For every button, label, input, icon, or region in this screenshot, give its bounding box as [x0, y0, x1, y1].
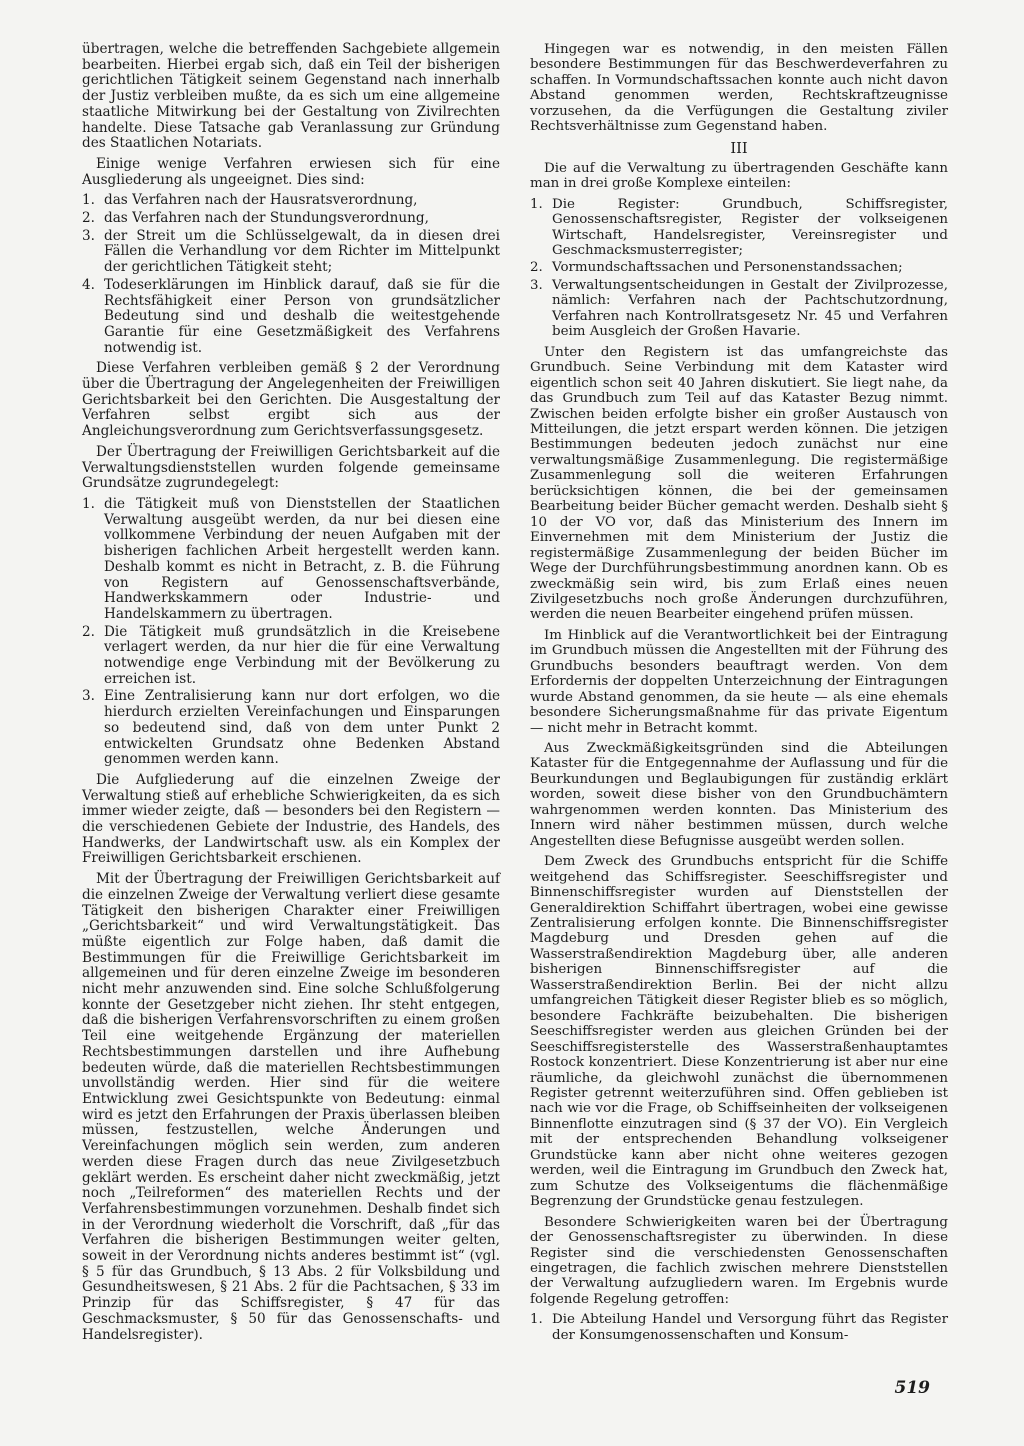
paragraph: Aus Zweckmäßigkeitsgründen sind die Abteilungen Kataster für die Entgegennahme der Auflassung und für die Beurkundungen und Beglaubigungen für zuständig erklärt worden, soweit diese bisher von den Grundbuchämtern wahrgenommen werden konnten. Das Ministerium des Innern wird näher bestimmen müssen, durch welche Angestellten diese Befugnisse ausgeübt werden sollen.	[530, 741, 948, 849]
page-number: 519	[894, 1378, 930, 1398]
right-column	[530, 42, 948, 1348]
paragraph: Die auf die Verwaltung zu übertragenden Geschäfte kann man in drei große Komplexe einteilen:	[530, 160, 948, 192]
paragraph: Besondere Schwierigkeiten waren bei der Übertragung der Genossenschaftsregister zu überwinden. In diese Register sind die verschiedensten Genossenschaften eingetragen, die fachlich zwischen mehrere Dienststellen der Verwaltung aufzugliedern waren. Im Ergebnis wurde folgende Regelung getroffen:	[530, 1214, 948, 1307]
paragraph: Hingegen war es notwendig, in den meisten Fällen besondere Bestimmungen für das Beschwerdeverfahren zu schaffen. In Vormundschaftssachen konnte auch nicht davon Abstand genommen werden, Rechtskraftzeugnisse vorzusehen, da die Verfügungen die Gestaltung ziviler Rechtsverhältnisse zum Gegenstand haben.	[530, 42, 948, 135]
paragraph: Diese Verfahren verbleiben gemäß § 2 der Verordnung über die Übertragung der Angelegenheiten der Freiwilligen Gerichtsbarkeit bei den Gerichten. Die Ausgestaltung der Verfahren selbst ergibt sich aus der Angleichungsverordnung zum Gerichtsverfassungsgesetz.	[82, 360, 500, 440]
paragraph: Unter den Registern ist das umfangreichste das Grundbuch. Seine Verbindung mit dem Kataster wird eigentlich schon seit 40 Jahren diskutiert. Sie liegt nahe, da das Grundbuch zum Teil auf das Kataster Bezug nimmt. Zwischen beiden erfolgte bisher ein großer Austausch von Mitteilungen, die jetzt erspart werden können. Die jetzigen Bestimmungen bedeuten jedoch zunächst nur eine verwaltungsmäßige Zusammenlegung. Die registermäßige Zusammenlegung soll die weiteren Erfahrungen berücksichtigen können, die bei der gemeinsamen Bearbeitung beider Bücher gemacht werden. Deshalb sieht § 10 der VO vor, daß das Ministerium des Innern im Einvernehmen mit dem Ministerium der Justiz die registermäßige Zusammenlegung der beiden Bücher im Wege der Durchführungsbestimmung anordnen kann. Ob es zweckmäßig sein wird, bis zum Erlaß eines neuen Zivilgesetzbuchs noch große Änderungen durchzuführen, werden die neuen Bearbeiter eingehend prüfen müssen.	[530, 344, 948, 623]
numbered-list	[82, 193, 500, 356]
paragraph: Dem Zweck des Grundbuchs entspricht für die Schiffe weitgehend das Schiffsregister. Seeschiffsregister und Binnenschiffsregister wurden auf Dienststellen der Generaldirektion Schiffahrt übertragen, wobei eine gewisse Zentralisierung erfolgen konnte. Die Binnenschiffsregister Magdeburg und Dresden gehen auf die Wasserstraßendirektion Magdeburg über, alle anderen bisherigen Binnenschiffsregister auf die Wasserstraßendirektion Berlin. Bei der nicht allzu umfangreichen Tätigkeit dieser Register blieb es so möglich, besondere Fachkräfte beizubehalten. Die bisherigen Seeschiffsregister werden aus gleichen Gründen bei der Seeschiffsregisterstelle des Wasserstraßenhauptamtes Rostock konzentriert. Diese Konzentrierung ist aber nur eine räumliche, da gleichwohl zunächst die übernommenen Register getrennt weiterzuführen sind. Offen geblieben ist nach wie vor die Frage, ob Schiffseinheiten der volkseigenen Binnenflotte einzutragen sind (§ 37 der VO). Ein Vergleich mit der entsprechenden Behandlung volkseigener Grundstücke kann aber nicht ohne weiteres gezogen werden, weil die Eintragung im Grundbuch den Zweck hat, zum Schutze des Volkseigentums die flächenmäßige Begrenzung der Grundstücke genau festzulegen.	[530, 854, 948, 1210]
paragraph: Einige wenige Verfahren erwiesen sich für eine Ausgliederung als ungeeignet. Dies sind:	[82, 155, 500, 188]
list-item: 1. die Tätigkeit muß von Dienststellen der Staatlichen Verwaltung ausgeübt werden, da nur bei diesen eine vollkommene Verbindung der neuen Aufgaben mit der bisherigen fachlichen Arbeit hergestellt werden kann. Deshalb kommt es nicht in Betracht, z. B. die Führung von Registern auf Genossenschaftsverbände, Handwerkskammern oder Industrie- und Handelskammern zu übertragen.	[82, 495, 500, 622]
section-heading: III	[730, 139, 748, 157]
list-item: 2. Die Tätigkeit muß grundsätzlich in die Kreisebene verlagert werden, da nur hier die für eine Verwaltung notwendige enge Verbindung mit der Bevölkerung zu erreichen ist.	[82, 623, 500, 687]
list-item: 3. Eine Zentralisierung kann nur dort erfolgen, wo die hierdurch erzielten Vereinfachungen und Einsparungen so bedeutend sind, daß von dem unter Punkt 2 entwickelten Grundsatz ohne Bedenken Abstand genommen werden kann.	[82, 688, 500, 768]
numbered-list	[530, 197, 948, 340]
list-item: 1. Die Abteilung Handel und Versorgung führt das Register der Konsumgenossenschaften und Konsum-	[530, 1312, 948, 1343]
numbered-list	[82, 497, 500, 768]
left-column	[82, 42, 500, 1348]
paragraph: Im Hinblick auf die Verantwortlichkeit bei der Eintragung im Grundbuch müssen die Angestellten mit der Führung des Grundbuchs besonders beauftragt werden. Von dem Erfordernis der doppelten Unterzeichnung der Eintragungen wurde Abstand genommen, da sie heute — als eine ehemals besondere Sicherungsmaßnahme für das private Eigentum — nicht mehr in Betracht kommt.	[530, 627, 948, 736]
numbered-list	[530, 1312, 948, 1343]
paragraph: Die Aufgliederung auf die einzelnen Zweige der Verwaltung stieß auf erhebliche Schwierigkeiten, da es sich immer wieder zeigte, daß — besonders bei den Registern — die verschiedenen Gebiete der Industrie, des Handels, des Handwerks, der Landwirtschaft usw. als ein Komplex der Freiwilligen Gerichtsbarkeit erschienen.	[82, 771, 500, 867]
paragraph: Der Übertragung der Freiwilligen Gerichtsbarkeit auf die Verwaltungsdienststellen wurden folgende gemeinsame Grundsätze zugrundegelegt:	[82, 443, 500, 492]
list-item: 2. Vormundschaftssachen und Personenstandssachen;	[530, 260, 903, 276]
list-item: 2. das Verfahren nach der Stundungsverordnung,	[82, 210, 429, 227]
list-item: 3. der Streit um die Schlüsselgewalt, da in diesen drei Fällen die Verhandlung vor dem Richter im Mittelpunkt der gerichtlichen Tätigkeit steht;	[82, 227, 500, 276]
paragraph: übertragen, welche die betreffenden Sachgebiete allgemein bearbeiten. Hierbei ergab sich, daß ein Teil der bisherigen gerichtlichen Tätigkeit seinem Gegenstand nach innerhalb der Justiz verbleiben mußte, da es sich um eine allgemeine staatliche Mitwirkung bei der Gestaltung von Zivilrechten handelte. Diese Tatsache gab Veranlassung zur Gründung des Staatlichen Notariats.	[82, 41, 500, 152]
list-item: 1. Die Register: Grundbuch, Schiffsregister, Genossenschaftsregister, Register der volkseigenen Wirtschaft, Handelsregister, Vereinsregister und Geschmacksmusterregister;	[530, 196, 948, 258]
list-item: 1. das Verfahren nach der Hausratsverordnung,	[82, 192, 418, 209]
paragraph: Mit der Übertragung der Freiwilligen Gerichtsbarkeit auf die einzelnen Zweige der Verwaltung verliert diese gesamte Tätigkeit den bisherigen Charakter einer Freiwilligen „Gerichtsbarkeit“ und wird Verwaltungstätigkeit. Das müßte eigentlich zur Folge haben, daß damit die Bestimmungen für die Freiwillige Gerichtsbarkeit im allgemeinen und für deren einzelne Zweige im besonderen nicht mehr anzuwenden sind. Eine solche Schlußfolgerung konnte der Gesetzgeber nicht ziehen. Ihr steht entgegen, daß die bisherigen Verfahrensvorschriften zu einem großen Teil eine weitgehende Ergänzung der materiellen Rechtsbestimmungen darstellen und ihre Aufhebung bedeuten würde, daß die materiellen Rechtsbestimmungen unvollständig werden. Hier sind für die weitere Entwicklung zwei Gesichtspunkte von Bedeutung: einmal wird es jetzt den Erfahrungen der Praxis überlassen bleiben müssen, festzustellen, welche Änderungen und Vereinfachungen möglich sein werden, zum anderen werden diese Fragen durch das neue Zivilgesetzbuch geklärt werden. Es erscheint daher nicht zweckmäßig, jetzt noch „Teilreformen“ des materiellen Rechts und der Verfahrensbestimmungen vorzunehmen. Deshalb findet sich in der Verordnung wiederholt die Vorschrift, daß „für das Verfahren die bisherigen Bestimmungen weiter gelten, soweit in der Verordnung nichts anderes bestimmt ist“ (vgl. § 5 für das Grundbuch, § 13 Abs. 2 für Volksbildung und Gesundheitswesen, § 21 Abs. 2 für die Pachtsachen, § 33 im Prinzip für das Schiffsregister, § 47 für das Geschmacksmuster, § 50 für das Genossenschafts- und Handelsregister).	[82, 871, 500, 1343]
list-item: 3. Verwaltungsentscheidungen in Gestalt der Zivilprozesse, nämlich: Verfahren nach der Pachtschutzordnung, Verfahren nach Kontrollratsgesetz Nr. 45 und Verfahren beim Ausgleich der Großen Havarie.	[530, 277, 948, 340]
list-item: 4. Todeserklärungen im Hinblick darauf, daß sie für die Rechtsfähigkeit einer Person von grundsätzlicher Bedeutung sind und deshalb die weitestgehende Garantie für eine Gesetzmäßigkeit des Verfahrens notwendig ist.	[82, 276, 500, 356]
